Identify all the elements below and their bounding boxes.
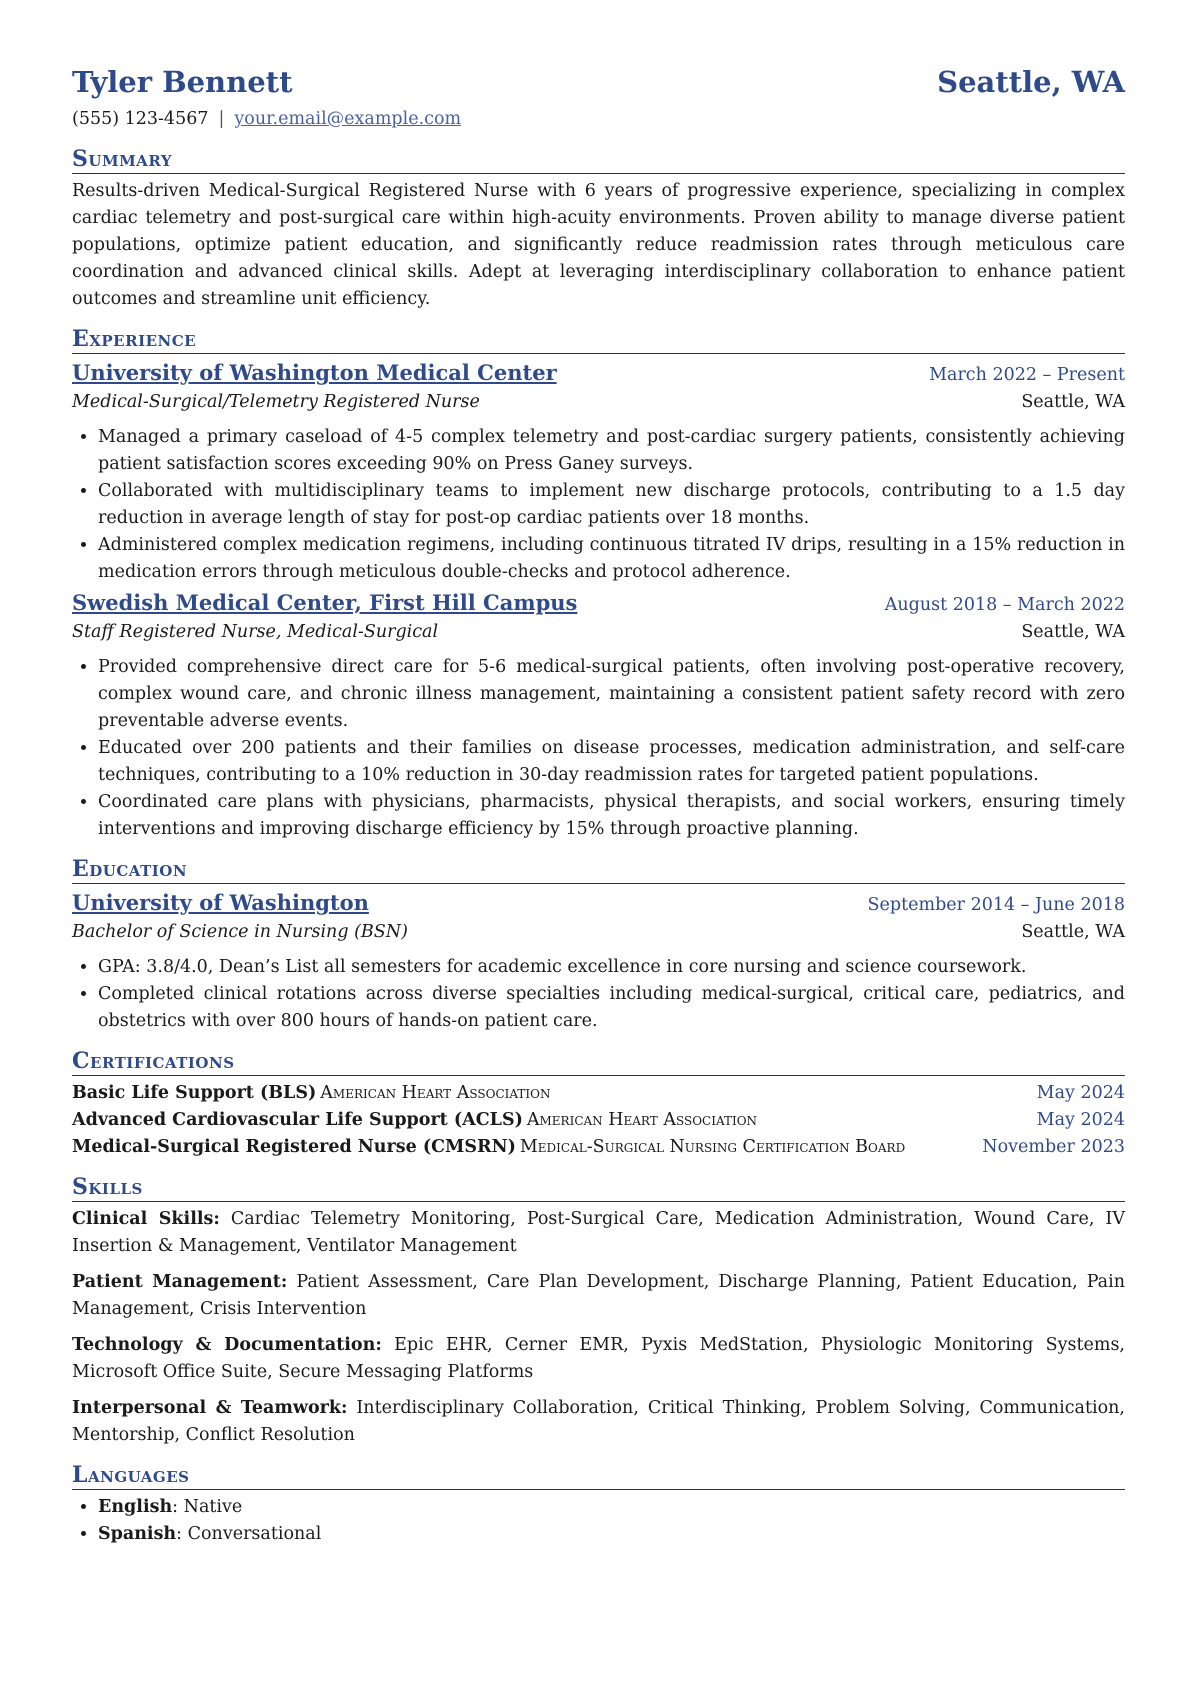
section-title-certifications: Certifications [72,1047,1125,1076]
skill-items: Patient Assessment, Care Plan Development, Discharge Planning, Patient Education, Pain Management, Crisis Intervention [72,1272,1125,1319]
education-dates: September 2014 – June 2018 [867,895,1125,915]
employer-name[interactable]: University of Washington Medical Center [72,360,557,385]
language-name: Spanish [98,1524,177,1544]
school-location: Seattle, WA [1021,922,1125,942]
certification-date: May 2024 [1036,1083,1125,1103]
language-name: English [98,1497,173,1517]
contact-separator: | [218,109,225,129]
summary-text: Results-driven Medical-Surgical Registered Nurse with 6 years of progressive experience, specializing in complex cardiac telemetry and post-surgical care within high-acuity environments. Proven ability to manage diverse patient populations, optimize patient education, and significantly reduce readmission rates through meticulous care coordination and advanced clinical skills. Adept at leveraging interdisciplinary collaboration to enhance patient outcomes and streamline unit efficiency. [72,181,1125,309]
experience-bullets [72,654,1125,843]
certification-row [72,1134,1125,1161]
job-title: Medical-Surgical/Telemetry Registered Nurse [72,392,480,412]
email-link[interactable]: your.email@example.com [234,109,462,129]
languages-list [72,1494,1125,1548]
list-item: • Collaborated with multidisciplinary teams to implement new discharge protocols, contributing to a 1.5 day reduction in average length of stay for post-op cardiac patients over 18 months. [98,478,1125,532]
candidate-location: Seattle, WA [937,65,1125,99]
employment-dates: March 2022 – Present [929,365,1125,385]
skill-items: Epic EHR, Cerner EMR, Pyxis MedStation, Physiologic Monitoring Systems, Microsoft Office Suite, Secure Messaging Platforms [72,1335,1125,1382]
certification-name: Advanced Cardiovascular Life Support (ACLS) [72,1110,523,1130]
list-item: • Administered complex medication regimens, including continuous titrated IV drips, resulting in a 15% reduction in medication errors through meticulous double-checks and protocol adherence. [98,532,1125,586]
list-item: • GPA: 3.8/4.0, Dean’s List all semesters for academic excellence in core nursing and science coursework. [98,954,1125,981]
experience-entry [72,358,1125,586]
skill-category: Clinical Skills: [72,1209,220,1229]
list-item [98,1494,1125,1521]
degree-title: Bachelor of Science in Nursing (BSN) [72,922,408,942]
section-title-summary: Summary [72,145,1125,174]
section-title-skills: Skills [72,1173,1125,1202]
certification-issuer: American Heart Association [320,1083,551,1103]
skill-items: Cardiac Telemetry Monitoring, Post-Surgical Care, Medication Administration, Wound Care, IV Insertion & Management, Ventilator Management [72,1209,1125,1256]
section-title-languages: Languages [72,1461,1125,1490]
list-item: • Provided comprehensive direct care for 5-6 medical-surgical patients, often involving post-operative recovery, complex wound care, and chronic illness management, maintaining a consistent patient safety record with zero preventable adverse events. [98,654,1125,735]
skill-group [72,1269,1125,1323]
resume-header [72,62,1125,102]
certification-date: November 2023 [982,1137,1125,1157]
skill-group [72,1332,1125,1386]
list-item: • Completed clinical rotations across diverse specialties including medical-surgical, critical care, pediatrics, and obstetrics with over 800 hours of hands-on patient care. [98,981,1125,1035]
certification-issuer: American Heart Association [526,1110,758,1130]
skill-group [72,1206,1125,1260]
certification-issuer: Medical-Surgical Nursing Certification Board [519,1137,906,1157]
section-title-experience: Experience [72,325,1125,354]
list-item [98,1521,1125,1548]
employment-dates: August 2018 – March 2022 [884,595,1125,615]
education-bullets [72,954,1125,1035]
certification-date: May 2024 [1036,1110,1125,1130]
school-name[interactable]: University of Washington [72,890,369,915]
skill-group [72,1395,1125,1449]
phone-number: (555) 123-4567 [72,109,209,129]
job-title: Staff Registered Nurse, Medical-Surgical [72,622,439,642]
certification-row [72,1107,1125,1134]
job-location: Seattle, WA [1021,622,1125,642]
skill-category: Patient Management: [72,1272,288,1292]
language-level: : Native [172,1497,243,1517]
list-item: • Managed a primary caseload of 4-5 complex telemetry and post-cardiac surgery patients, consistently achieving patient satisfaction scores exceeding 90% on Press Ganey surveys. [98,424,1125,478]
contact-line [72,106,1125,133]
experience-bullets [72,424,1125,586]
language-level: : Conversational [176,1524,322,1544]
skill-items: Interdisciplinary Collaboration, Critical Thinking, Problem Solving, Communication, Mentorship, Conflict Resolution [72,1398,1125,1445]
certification-name: Basic Life Support (BLS) [72,1083,317,1103]
certification-row [72,1080,1125,1107]
list-item: • Educated over 200 patients and their families on disease processes, medication administration, and self-care techniques, contributing to a 10% reduction in 30-day readmission rates for targeted patient populations. [98,735,1125,789]
candidate-name: Tyler Bennett [72,65,293,99]
education-entry [72,888,1125,1035]
skill-category: Technology & Documentation: [72,1335,382,1355]
certification-name: Medical-Surgical Registered Nurse (CMSRN) [72,1137,516,1157]
list-item: • Coordinated care plans with physicians, pharmacists, physical therapists, and social workers, ensuring timely interventions and improving discharge efficiency by 15% through proactive planning. [98,789,1125,843]
skill-category: Interpersonal & Teamwork: [72,1398,348,1418]
experience-entry [72,588,1125,843]
section-title-education: Education [72,855,1125,884]
employer-name[interactable]: Swedish Medical Center, First Hill Campus [72,590,578,615]
job-location: Seattle, WA [1021,392,1125,412]
